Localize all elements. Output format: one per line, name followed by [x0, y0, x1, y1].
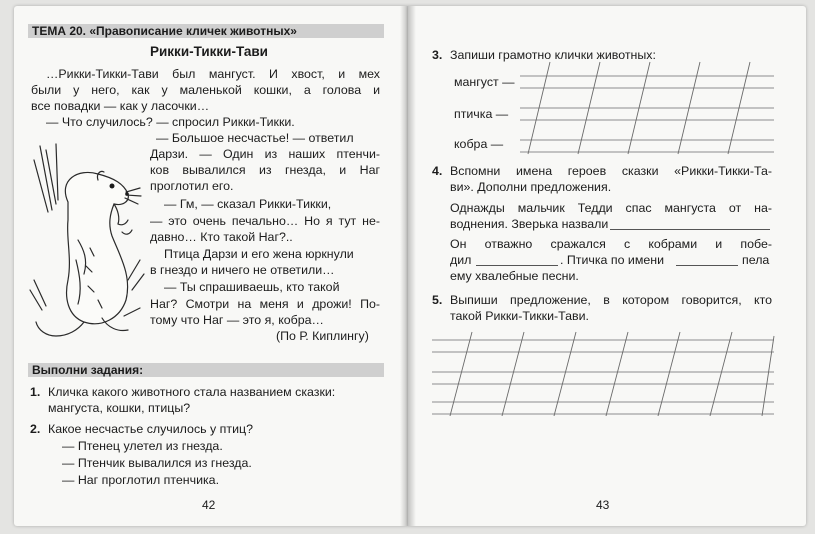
page-number: 43	[596, 498, 610, 512]
story-line: — Что случилось? — спросил Рикки-Тикки.	[46, 115, 295, 129]
story-line: ков вывалился из гнезда, и Наг	[150, 163, 380, 177]
story-line: проглотил его.	[150, 179, 234, 193]
task-text: Какое несчастье случилось у птиц?	[48, 422, 253, 436]
story-line: — это очень печально… Но я тут не-	[150, 214, 380, 228]
task-text: . Птичка по имени	[560, 253, 665, 267]
story-line: — Большое несчастье! — ответил	[156, 131, 354, 145]
task-text: Кличка какого животного стала названием сказки:	[48, 385, 336, 399]
task-text: пела	[742, 253, 770, 267]
story-line: тому что Наг — это я, кобра…	[150, 313, 324, 327]
answer-label: птичка —	[454, 107, 509, 121]
answer-option[interactable]: — Птенец улетел из гнезда.	[62, 439, 223, 453]
task-number: 2.	[30, 422, 41, 436]
task-text: мангуста, кошки, птицы?	[48, 401, 191, 415]
task-text: Выпиши предложение, в котором говорится, кто	[450, 293, 772, 307]
task-text: дил	[450, 253, 472, 267]
fill-blank[interactable]	[610, 218, 770, 230]
story-line: в гнездо и ничего не ответили…	[150, 263, 335, 277]
answer-option[interactable]: — Наг проглотил птенчика.	[62, 473, 220, 487]
topic-header: ТЕМА 20. «Правописание кличек животных»	[28, 24, 384, 38]
story-title: Рикки-Тикки-Тави	[150, 44, 268, 59]
writing-lines[interactable]	[520, 60, 776, 156]
task-text: Запиши грамотно клички животных:	[450, 48, 656, 62]
answer-label: мангуст —	[454, 75, 515, 89]
story-line: все повадки — как у ласочки…	[31, 99, 210, 113]
story-line: давно… Кто такой Наг?..	[150, 230, 293, 244]
story-author: (По Р. Киплингу)	[276, 329, 369, 343]
fill-blank[interactable]	[676, 254, 738, 266]
writing-lines[interactable]	[432, 330, 776, 416]
task-number: 1.	[30, 385, 41, 399]
story-line: — Ты спрашиваешь, кто такой	[164, 280, 340, 294]
task-text: такой Рикки-Тикки-Тави.	[450, 309, 590, 323]
task-number: 4.	[432, 164, 443, 178]
task-text: воднения. Зверька назвали	[450, 217, 609, 231]
fill-blank[interactable]	[476, 254, 558, 266]
task-text: ви». Дополни предложения.	[450, 180, 612, 194]
page-number: 42	[202, 498, 216, 512]
story-line: Наг? Смотри на меня и дрожи! По-	[150, 297, 380, 311]
answer-label: кобра —	[454, 137, 504, 151]
tasks-heading: Выполни задания:	[28, 363, 384, 377]
task-text: ему хвалебные песни.	[450, 269, 579, 283]
task-number: 3.	[432, 48, 443, 62]
task-number: 5.	[432, 293, 443, 307]
task-text: Он отважно сражался с кобрами и побе-	[450, 237, 772, 251]
story-line: — Гм, — сказал Рикки-Тикки,	[164, 197, 332, 211]
task-text: Однажды мальчик Тедди спас мангуста от на-	[450, 201, 772, 215]
mongoose-illustration	[28, 140, 146, 340]
task-text: Вспомни имена героев сказки «Рикки-Тикки-Та-	[450, 164, 772, 178]
answer-option[interactable]: — Птенчик вывалился из гнезда.	[62, 456, 252, 470]
book-gutter	[400, 6, 416, 526]
story-line: Птица Дарзи и его жена юркнули	[164, 247, 354, 261]
story-line: …Рикки-Тикки-Тави был мангуст. И хвост, и мех	[46, 67, 380, 81]
story-line: были у него, как у маленькой кошки, а голова и	[31, 83, 380, 97]
story-line: Дарзи. — Один из наших птенчи-	[150, 147, 380, 161]
